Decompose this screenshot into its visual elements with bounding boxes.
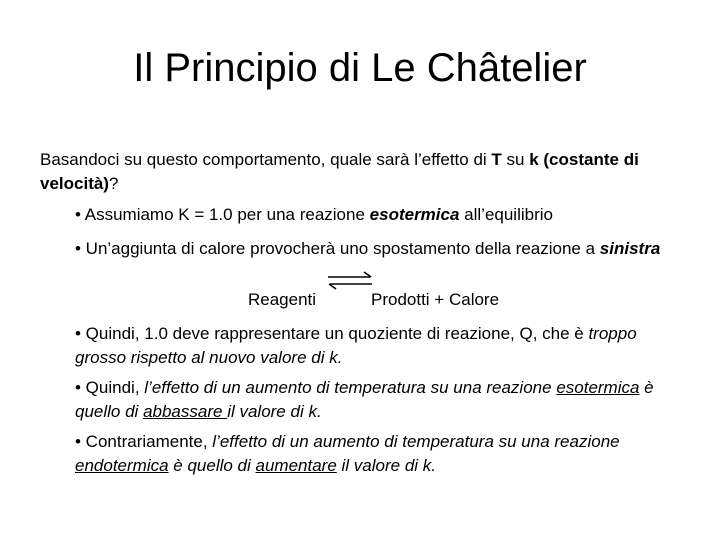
bullet-assumption [75, 203, 680, 227]
b1-pre: • Assumiamo K = 1.0 per una reazione [75, 205, 370, 224]
intro-text: Basandoci su questo comportamento, quale sarà l’effetto di [40, 150, 492, 169]
slide-title: Il Principio di Le Châtelier [133, 46, 587, 90]
b1-post: all’equilibrio [459, 205, 553, 224]
b5-it3: il valore di k. [336, 456, 436, 475]
b5-raise: aumentare [255, 456, 337, 475]
intro-T: T [491, 150, 502, 169]
b1-exo: esotermica [369, 205, 460, 224]
b4-exothermic: esotermica [556, 378, 640, 397]
b5-endothermic: endotermica [75, 456, 169, 475]
b4-lower: abbassare [143, 402, 228, 421]
bullet-endothermic [75, 430, 680, 478]
intro-k: k [529, 150, 539, 169]
b5-it2: è quello di [168, 456, 256, 475]
b5-it1: l’effetto di un aumento di temperatura su una reazione [212, 432, 620, 451]
bullet-quotient [75, 322, 680, 370]
equation-reactants: Reagenti [248, 290, 317, 309]
intro-question [40, 148, 680, 196]
bullet-exothermic [75, 376, 680, 424]
b2-sinistra: sinistra [599, 239, 661, 258]
b5-pre: • Contrariamente, [75, 432, 213, 451]
b3-pre: • Quindi, 1.0 deve rappresentare un quoziente di reazione, Q, che è [75, 324, 589, 343]
intro-qmark: ? [108, 174, 119, 193]
b3-italic: troppo grosso rispetto al nuovo valore di k. [75, 324, 637, 367]
b4-pre: • Quindi, [75, 378, 145, 397]
intro-su: su [501, 150, 530, 169]
b4-it1: l’effetto di un aumento di temperatura su una reazione [144, 378, 557, 397]
equilibrium-arrows-icon [326, 270, 374, 292]
b4-it3: il valore di k. [227, 402, 322, 421]
intro-paren: (costante di velocità) [40, 150, 639, 193]
equation-products: Prodotti + Calore [371, 290, 500, 309]
b4-it2: è quello di [75, 378, 654, 421]
b2-pre: • Un’aggiunta di calore provocherà uno spostamento della reazione a [75, 239, 600, 258]
bullet-heat-addition [75, 237, 680, 261]
